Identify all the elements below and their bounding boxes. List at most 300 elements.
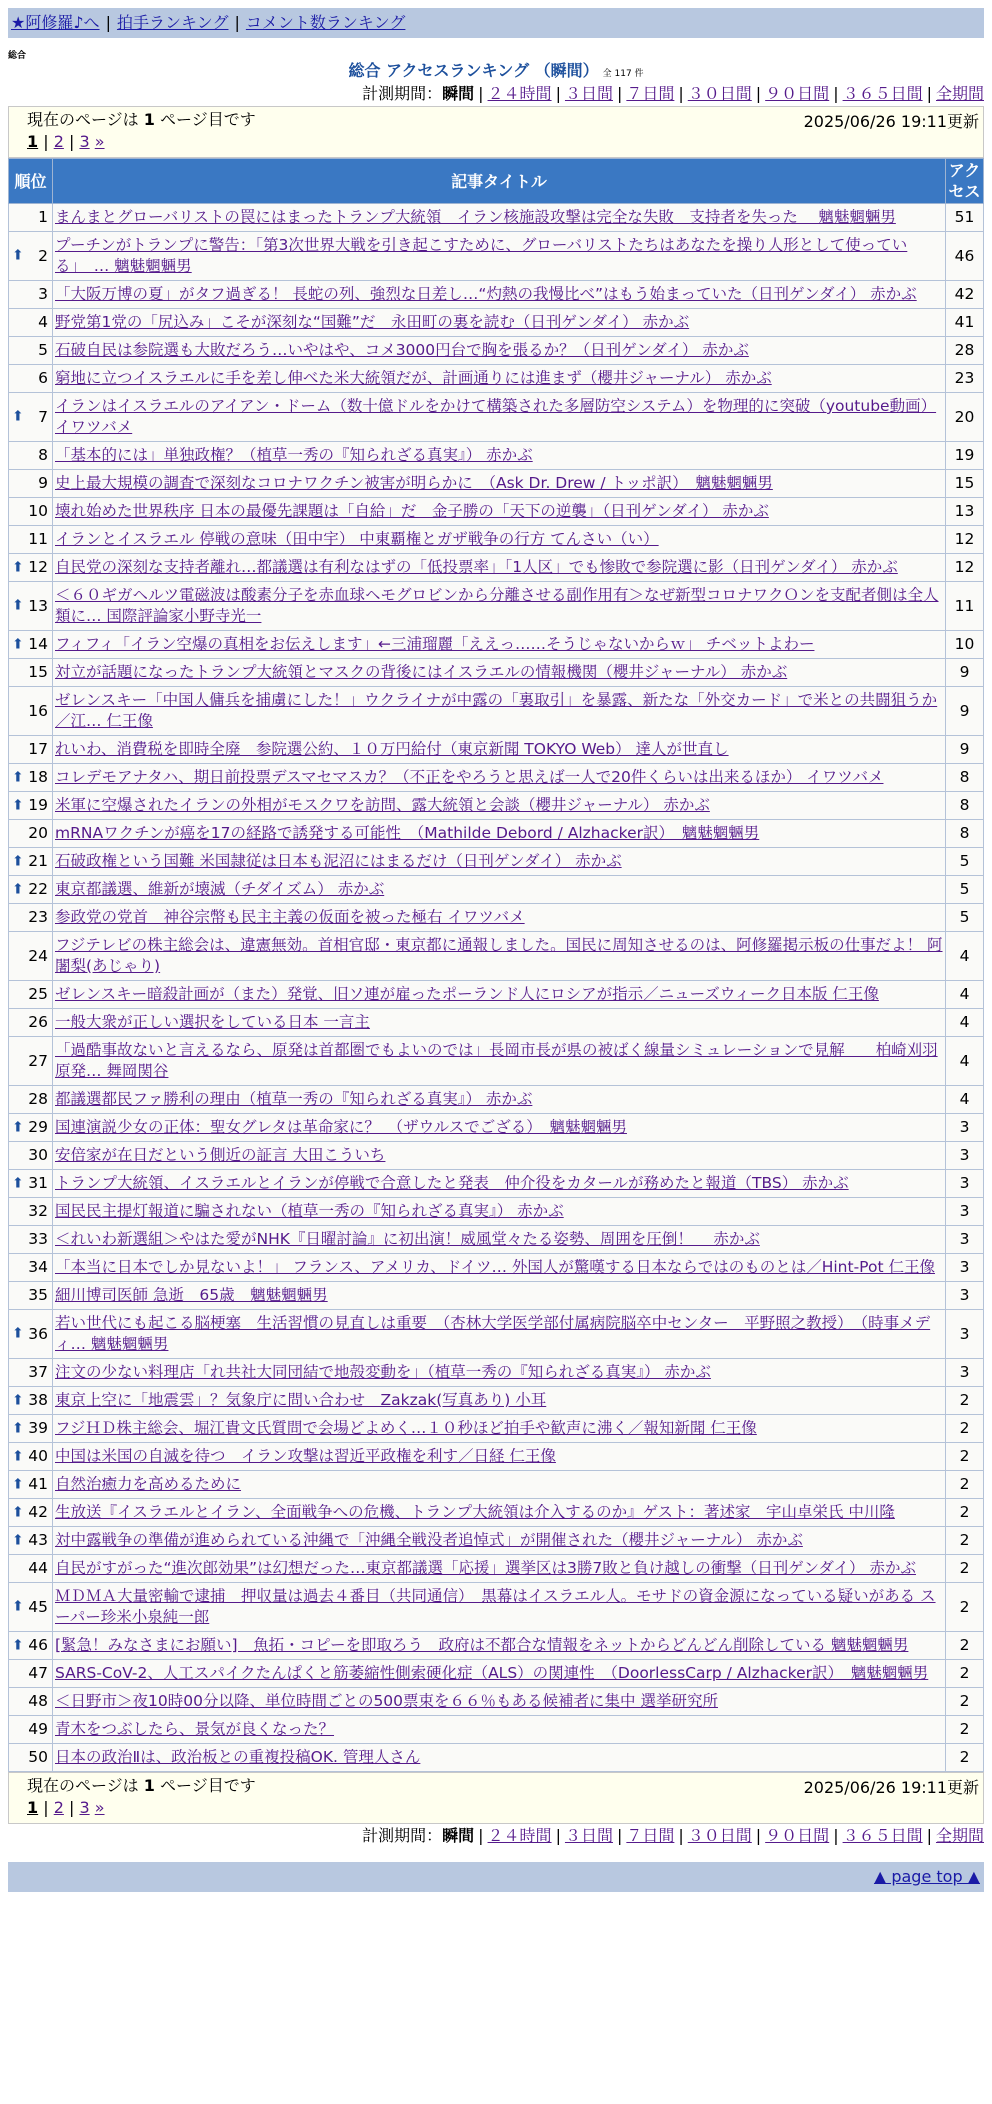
access-count: 23 (946, 365, 984, 393)
access-count: 9 (946, 736, 984, 764)
rank-number: 8 (38, 446, 48, 464)
article-title-link[interactable]: 史上最大規模の調査で深刻なコロナワクチン被害が明らかに （Ask Dr. Drew / トッポ訳） 魑魅魍魎男 (55, 474, 773, 492)
rank-cell (9, 281, 53, 309)
article-title-link[interactable]: ＜れいわ新選組＞やはた愛がNHK『日曜討論』に初出演！威風堂々たる姿勢、周囲を圧倒！ 赤かぶ (55, 1230, 760, 1248)
article-title-link[interactable]: 壊れ始めた世界秩序 日本の最優先課題は「自給」だ 金子勝の「天下の逆襲」（日刊ゲンダイ） 赤かぶ (55, 502, 769, 520)
article-title-link[interactable]: 石破政権という国難 米国隷従は日本も泥沼にはまるだけ（日刊ゲンダイ） 赤かぶ (55, 852, 622, 870)
access-count: 2 (946, 1744, 984, 1772)
rank-cell (9, 1198, 53, 1226)
title-cell (53, 631, 946, 659)
rank-cell (9, 1555, 53, 1583)
article-title-link[interactable]: mRNAワクチンが癌を17の経路で誘発する可能性 （Mathilde Debord / Alzhacker訳） 魑魅魍魎男 (55, 824, 760, 842)
page-title-text: 総合 アクセスランキング （瞬間） (348, 61, 599, 80)
article-title-link[interactable]: 安倍家が在日だという側近の証言 大田こういち (55, 1146, 386, 1164)
up-arrow-icon: ⬆ (12, 1420, 24, 1436)
up-arrow-icon: ⬆ (12, 1119, 24, 1135)
rank-number: 45 (28, 1597, 48, 1616)
page-status-after: ページ目です (154, 1776, 256, 1795)
article-title-link[interactable]: ゼレンスキー暗殺計画が（また）発覚、旧ソ連が雇ったポーランド人にロシアが指示／ニューズウィーク日本版 仁王像 (55, 985, 879, 1003)
rank-number: 18 (28, 768, 48, 786)
separator: | (755, 1826, 762, 1845)
separator: | (38, 1798, 54, 1817)
table-row (9, 981, 984, 1009)
article-title-link[interactable]: ＭＤＭＡ大量密輸で逮捕 押収量は過去４番目（共同通信） 黒幕はイスラエル人。モサドの資金源になっている疑いがある スーパー珍米小泉純一郎 (55, 1587, 936, 1626)
article-title-link[interactable]: ＜日野市＞夜10時00分以降、単位時間ごとの500票束を６６％もある候補者に集中 選挙研究所 (55, 1692, 718, 1710)
table-row (9, 1114, 984, 1142)
article-title-link[interactable]: 一般大衆が正しい選択をしている日本 一言主 (55, 1013, 370, 1031)
article-title-link[interactable]: 自然治癒力を高めるために (55, 1475, 242, 1493)
article-title-link[interactable]: 米軍に空爆されたイランの外相がモスクワを訪問、露大統領と会談（櫻井ジャーナル） 赤かぶ (55, 796, 710, 814)
title-cell (53, 876, 946, 904)
table-row (9, 1226, 984, 1254)
access-count: 10 (946, 631, 984, 659)
up-arrow-icon: ⬆ (12, 636, 24, 652)
access-count: 5 (946, 876, 984, 904)
up-arrow-icon: ⬆ (12, 1637, 24, 1653)
rank-cell (9, 1310, 53, 1359)
rank-cell (9, 204, 53, 232)
rank-number: 49 (28, 1720, 48, 1738)
table-row (9, 204, 984, 232)
table-row (9, 526, 984, 554)
current-page-number: 1 (143, 1776, 155, 1795)
separator: | (63, 132, 80, 151)
rank-number: 19 (28, 796, 48, 814)
rank-cell (9, 687, 53, 736)
rank-number: 48 (28, 1692, 48, 1710)
period-current: 瞬間 (442, 1826, 475, 1845)
title-cell (53, 820, 946, 848)
access-count: 4 (946, 981, 984, 1009)
article-title-link[interactable]: ＜６０ギガヘルツ電磁波は酸素分子を赤血球ヘモグロビンから分離させる副作用有＞なぜ新型コロナワクＯンを支配者側は全人類に… 国際評論家小野寺光一 (55, 586, 939, 625)
bottom-bar (8, 1862, 984, 1892)
table-row (9, 1359, 984, 1387)
rank-number: 10 (28, 502, 48, 520)
period-option-link[interactable]: ３日間 (564, 1826, 613, 1845)
article-title-link[interactable]: プーチンがトランプに警告：「第3次世界大戦を引き起こすために、グローバリストたちはあなたを操り人形として使っている」 … 魑魅魍魎男 (55, 236, 908, 275)
rank-number: 46 (28, 1636, 48, 1654)
title-cell (53, 1114, 946, 1142)
table-row (9, 309, 984, 337)
title-cell (53, 1499, 946, 1527)
title-cell (53, 764, 946, 792)
page-status-before: 現在のページは (27, 110, 144, 129)
table-row (9, 687, 984, 736)
article-title-link[interactable]: フィフィ「イラン空爆の真相をお伝えします」←三浦瑠麗「ええっ……そうじゃないからｗ」 チベットよわー (55, 635, 815, 653)
article-title-link[interactable]: 自民党の深刻な支持者離れ…都議選は有利なはずの「低投票率」「1人区」でも惨敗で参院選に影（日刊ゲンダイ） 赤かぶ (55, 558, 898, 576)
period-option-link[interactable]: ３０日間 (687, 84, 752, 103)
rank-number: 27 (28, 1051, 48, 1070)
title-cell (53, 470, 946, 498)
rank-number: 13 (28, 596, 48, 615)
table-row (9, 1009, 984, 1037)
comment-ranking-link[interactable]: コメント数ランキング (245, 13, 406, 32)
article-title-link[interactable]: れいわ、消費税を即時全廃 参院選公約、１０万円給付（東京新聞 TOKYO Web） 達人が世直し (55, 740, 729, 758)
rank-number: 39 (28, 1419, 48, 1437)
title-cell (53, 848, 946, 876)
period-option-link[interactable]: ３日間 (564, 84, 613, 103)
rank-number: 30 (28, 1146, 48, 1164)
title-cell (53, 1359, 946, 1387)
rank-cell (9, 1359, 53, 1387)
table-row (9, 1443, 984, 1471)
period-option-link[interactable]: ２４時間 (487, 84, 552, 103)
table-row (9, 1632, 984, 1660)
access-count: 2 (946, 1443, 984, 1471)
applause-ranking-link[interactable]: 拍手ランキング (116, 13, 229, 32)
page-link[interactable]: 2 (53, 1798, 64, 1817)
article-title-link[interactable]: 中国は米国の自滅を待つ イラン攻撃は習近平政権を利す／日経 仁王像 (55, 1447, 556, 1465)
article-title-link[interactable]: 青木をつぶしたら、景気が良くなった？ (55, 1720, 335, 1738)
table-row (9, 470, 984, 498)
title-cell (53, 204, 946, 232)
rank-number: 5 (38, 341, 48, 359)
rank-number: 25 (28, 985, 48, 1003)
table-row (9, 1387, 984, 1415)
rank-number: 15 (28, 663, 48, 681)
title-cell (53, 1282, 946, 1310)
period-option-link[interactable]: 全期間 (935, 1826, 984, 1845)
article-title-link[interactable]: 日本の政治Ⅱは、政治板との重複投稿OK. 管理人さん (55, 1748, 421, 1766)
rank-number: 6 (38, 369, 48, 387)
rank-cell (9, 876, 53, 904)
title-cell (53, 1632, 946, 1660)
separator: | (678, 84, 684, 103)
article-title-link[interactable]: コレデモアナタハ、期日前投票デスマセマスカ？（不正をやろうと思えば一人で20件くらいは出来るほか） イワツバメ (55, 768, 884, 786)
title-cell (53, 582, 946, 631)
rank-number: 24 (28, 946, 48, 965)
page-status-before: 現在のページは (27, 1776, 144, 1795)
access-count: 4 (946, 1037, 984, 1086)
rank-cell (9, 1527, 53, 1555)
up-arrow-icon: ⬆ (12, 1448, 24, 1464)
article-title-link[interactable]: まんまとグローバリストの罠にはまったトランプ大統領 イラン核施設攻撃は完全な失敗 支持者を失った 魑魅魍魎男 (55, 208, 896, 226)
page-link: 1 (27, 132, 39, 151)
article-title-link[interactable]: 細川博司医師 急逝 65歳 魑魅魍魎男 (55, 1286, 328, 1304)
table-row (9, 1170, 984, 1198)
access-count: 2 (946, 1415, 984, 1443)
title-cell (53, 309, 946, 337)
period-option-link[interactable]: ３０日間 (687, 1826, 752, 1845)
access-count: 3 (946, 1282, 984, 1310)
rank-number: 2 (38, 246, 48, 265)
rank-cell (9, 554, 53, 582)
table-row (9, 1198, 984, 1226)
table-row (9, 1716, 984, 1744)
access-count: 2 (946, 1471, 984, 1499)
rank-cell (9, 526, 53, 554)
title-cell (53, 1415, 946, 1443)
rank-cell (9, 498, 53, 526)
table-row (9, 1471, 984, 1499)
rank-cell (9, 393, 53, 442)
article-title-link[interactable]: 国連演説少女の正体：聖女グレタは革命家に？ （ザウルスでござる） 魑魅魍魎男 (55, 1118, 627, 1136)
table-row (9, 1282, 984, 1310)
table-row (9, 1037, 984, 1086)
updated-timestamp: 2025/06/26 19:11更新 (803, 112, 979, 131)
rank-number: 42 (28, 1503, 48, 1521)
article-title-link[interactable]: 自民がすがった“進次郎効果”は幻想だった…東京都議選「応援」選挙区は3勝7敗と負け越しの衝撃（日刊ゲンダイ） 赤かぶ (55, 1559, 916, 1577)
period-option-link[interactable]: 全期間 (935, 84, 984, 103)
title-cell (53, 904, 946, 932)
period-label: 計測期間： (362, 1826, 443, 1845)
rank-number: 23 (28, 908, 48, 926)
access-count: 4 (946, 932, 984, 981)
up-arrow-icon: ⬆ (12, 769, 24, 785)
page-status-bottom (8, 1772, 984, 1824)
table-row (9, 554, 984, 582)
up-arrow-icon: ⬆ (12, 1392, 24, 1408)
separator: | (616, 1826, 623, 1845)
article-title-link[interactable]: 都議選都民ファ勝利の理由（植草一秀の『知られざる真実』） 赤かぶ (55, 1090, 533, 1108)
title-cell (53, 736, 946, 764)
title-cell (53, 1387, 946, 1415)
rank-cell (9, 932, 53, 981)
rank-number: 9 (38, 474, 48, 492)
separator: | (926, 84, 932, 103)
rank-cell (9, 981, 53, 1009)
rank-cell (9, 1632, 53, 1660)
table-row (9, 232, 984, 281)
access-count: 2 (946, 1555, 984, 1583)
page-link[interactable]: 2 (53, 132, 64, 151)
rank-number: 21 (28, 852, 48, 870)
rank-number: 35 (28, 1286, 48, 1304)
access-count: 20 (946, 393, 984, 442)
table-row (9, 932, 984, 981)
up-arrow-icon: ⬆ (12, 1504, 24, 1520)
rank-cell (9, 1583, 53, 1632)
article-title-link[interactable]: [緊急！みなさまにお願い] 魚拓・コピーを即取ろう 政府は不都合な情報をネットからどんどん削除している 魑魅魍魎男 (55, 1636, 909, 1654)
article-title-link[interactable]: 参政党の党首 神谷宗幣も民主主義の仮面を被った極右 イワツバメ (55, 908, 525, 926)
access-count: 3 (946, 1142, 984, 1170)
article-title-link[interactable]: 石破自民は参院選も大敗だろう…いやはや、コメ3000円台で胸を張るか？（日刊ゲンダイ） 赤かぶ (55, 341, 749, 359)
article-title-link[interactable]: 生放送『イスラエルとイラン、全面戦争への危機、トランプ大統領は介入するのか』ゲスト：著述家 宇山卓栄氏 中川隆 (55, 1503, 895, 1521)
rank-number: 16 (28, 701, 48, 720)
ranking-table (8, 158, 984, 1772)
access-count: 2 (946, 1716, 984, 1744)
rank-number: 36 (28, 1324, 48, 1343)
article-title-link[interactable]: フジテレビの株主総会は、違憲無効。首相官邸・東京都に通報しました。国民に周知させるのは、阿修羅掲示板の仕事だよ！ 阿闍梨(あじゃり) (55, 936, 943, 975)
table-row (9, 631, 984, 659)
article-title-link[interactable]: 野党第1党の「尻込み」こそが深刻な“国難”だ 永田町の裏を読む（日刊ゲンダイ） 赤かぶ (55, 313, 690, 331)
page-top-link[interactable]: ▲ page top ▲ (873, 1867, 980, 1886)
rank-cell (9, 659, 53, 687)
separator: | (833, 1826, 839, 1845)
title-cell (53, 554, 946, 582)
title-cell (53, 1583, 946, 1632)
separator: | (555, 84, 561, 103)
article-title-link[interactable]: SARS-CoV-2、人工スパイクたんぱくと筋萎縮性側索硬化症（ALS）の関連性 （DoorlessCarp / Alzhacker訳） 魑魅魍魎男 (55, 1664, 929, 1682)
rank-cell (9, 582, 53, 631)
access-count: 9 (946, 687, 984, 736)
rank-number: 4 (38, 313, 48, 331)
period-option-link[interactable]: ７日間 (626, 1826, 675, 1845)
title-header: 記事タイトル (53, 159, 946, 204)
table-row (9, 1142, 984, 1170)
access-count: 3 (946, 1226, 984, 1254)
up-arrow-icon: ⬆ (12, 247, 24, 264)
rank-number: 20 (28, 824, 48, 842)
period-selector-top (8, 82, 984, 106)
title-cell (53, 1142, 946, 1170)
title-cell (53, 1310, 946, 1359)
separator: | (678, 1826, 684, 1845)
period-option-link[interactable]: ２４時間 (487, 1826, 552, 1845)
access-count: 8 (946, 792, 984, 820)
article-title-link[interactable]: 注文の少ない料理店「れ共社大同団結で地殻変動を」（植草一秀の『知られざる真実』） 赤かぶ (55, 1363, 711, 1381)
access-count: 2 (946, 1660, 984, 1688)
total-count: 全 117 件 (602, 69, 644, 79)
rank-cell (9, 792, 53, 820)
table-row (9, 582, 984, 631)
title-cell (53, 442, 946, 470)
table-row (9, 1555, 984, 1583)
rank-cell (9, 1387, 53, 1415)
table-row (9, 1527, 984, 1555)
separator: | (63, 1798, 80, 1817)
table-row (9, 792, 984, 820)
next-page-link[interactable]: » (94, 132, 105, 151)
table-header-row (9, 159, 984, 204)
article-title-link[interactable]: 「過酷事故ないと言えるなら、原発は首都圏でもよいのでは」長岡市長が県の被ばく線量シミュレーションで見解 柏崎刈羽原発… 舞岡関谷 (55, 1041, 938, 1080)
table-row (9, 904, 984, 932)
rank-cell (9, 1142, 53, 1170)
title-cell (53, 1086, 946, 1114)
article-title-link[interactable]: イランはイスラエルのアイアン・ドーム（数十億ドルをかけて構築された多層防空システム）を物理的に突破（youtube動画） イワツバメ (55, 397, 937, 436)
rank-number: 32 (28, 1202, 48, 1220)
page-link[interactable]: 3 (79, 132, 90, 151)
rank-number: 26 (28, 1013, 48, 1031)
rank-number: 3 (38, 285, 48, 303)
title-cell (53, 498, 946, 526)
title-cell (53, 1744, 946, 1772)
access-count: 8 (946, 820, 984, 848)
article-title-link[interactable]: 東京上空に「地震雲」？気象庁に問い合わせ Zakzak(写真あり) 小耳 (55, 1391, 547, 1409)
title-cell (53, 526, 946, 554)
access-count: 9 (946, 659, 984, 687)
rank-cell (9, 820, 53, 848)
title-cell (53, 792, 946, 820)
access-count: 13 (946, 498, 984, 526)
article-title-link[interactable]: 国民民主提灯報道に騙されない（植草一秀の『知られざる真実』） 赤かぶ (55, 1202, 564, 1220)
rank-cell (9, 1688, 53, 1716)
article-title-link[interactable]: 「本当に日本でしか見ないよ！」 フランス、アメリカ、ドイツ… 外国人が驚嘆する日本ならではのものとは／Hint-Pot 仁王像 (55, 1258, 935, 1276)
access-count: 28 (946, 337, 984, 365)
rank-cell (9, 904, 53, 932)
article-title-link[interactable]: 「基本的には」単独政権？（植草一秀の『知られざる真実』） 赤かぶ (55, 446, 533, 464)
rank-cell (9, 736, 53, 764)
table-row (9, 1583, 984, 1632)
article-title-link[interactable]: 窮地に立つイスラエルに手を差し伸べた米大統領だが、計画通りには進まず（櫻井ジャーナル） 赤かぶ (55, 369, 772, 387)
rank-cell (9, 1226, 53, 1254)
page-status-after: ページ目です (154, 110, 256, 129)
table-row (9, 848, 984, 876)
rank-header: 順位 (9, 159, 53, 204)
article-title-link[interactable]: 対中露戦争の準備が進められている沖縄で「沖縄全戦没者追悼式」が開催された（櫻井ジャーナル） 赤かぶ (55, 1531, 803, 1549)
table-row (9, 1499, 984, 1527)
rank-cell (9, 1443, 53, 1471)
rank-cell (9, 470, 53, 498)
table-row (9, 365, 984, 393)
table-row (9, 1310, 984, 1359)
page-link[interactable]: 3 (79, 1798, 90, 1817)
rank-number: 43 (28, 1531, 48, 1549)
period-option-link[interactable]: ９０日間 (765, 1826, 830, 1845)
access-count: 19 (946, 442, 984, 470)
article-title-link[interactable]: フジＨＤ株主総会、堀江貴文氏質問で会場どよめく…１０秒ほど拍手や歓声に沸く／報知新聞 仁王像 (55, 1419, 757, 1437)
access-count: 3 (946, 1170, 984, 1198)
rank-cell (9, 764, 53, 792)
table-row (9, 281, 984, 309)
period-option-link[interactable]: ３６５日間 (842, 1826, 923, 1845)
access-count: 12 (946, 554, 984, 582)
access-count: 2 (946, 1632, 984, 1660)
title-cell (53, 981, 946, 1009)
article-title-link[interactable]: 「大阪万博の夏」がタフ過ぎる！ 長蛇の列、強烈な日差し…“灼熱の我慢比べ”はもう始まっていた（日刊ゲンダイ） 赤かぶ (55, 285, 917, 303)
article-title-link[interactable]: 対立が話題になったトランプ大統領とマスクの背後にはイスラエルの情報機関（櫻井ジャーナル） 赤かぶ (55, 663, 788, 681)
title-cell (53, 1660, 946, 1688)
access-count: 2 (946, 1583, 984, 1632)
rank-cell (9, 1660, 53, 1688)
access-count: 2 (946, 1499, 984, 1527)
access-count: 2 (946, 1527, 984, 1555)
rank-cell (9, 1471, 53, 1499)
separator: | (926, 1826, 932, 1845)
table-row (9, 393, 984, 442)
home-link[interactable]: ★阿修羅♪へ (11, 13, 100, 32)
next-page-link[interactable]: » (94, 1798, 105, 1817)
article-title-link[interactable]: 東京都議選、維新が壊滅（チダイズム） 赤かぶ (55, 880, 385, 898)
rank-cell (9, 1114, 53, 1142)
rank-cell (9, 1086, 53, 1114)
rank-number: 44 (28, 1559, 48, 1577)
rank-cell (9, 1037, 53, 1086)
title-cell (53, 1037, 946, 1086)
article-title-link[interactable]: ゼレンスキー「中国人傭兵を捕虜にした！」ウクライナが中露の「裏取引」を暴露、新たな「外交カード」で米との共闘狙うか／江… 仁王像 (55, 691, 938, 730)
table-row (9, 659, 984, 687)
rank-cell (9, 631, 53, 659)
access-count: 5 (946, 848, 984, 876)
rank-cell (9, 1009, 53, 1037)
title-cell (53, 932, 946, 981)
access-header: アクセス (946, 159, 984, 204)
pagination (27, 131, 975, 153)
article-title-link[interactable]: トランプ大統領、イスラエルとイランが停戦で合意したと発表 仲介役をカタールが務めたと報道（TBS） 赤かぶ (55, 1174, 849, 1192)
up-arrow-icon: ⬆ (12, 597, 24, 614)
period-option-link[interactable]: ７日間 (626, 84, 675, 103)
period-option-link[interactable]: ３６５日間 (842, 84, 923, 103)
access-count: 3 (946, 1198, 984, 1226)
period-option-link[interactable]: ９０日間 (765, 84, 830, 103)
separator: | (755, 84, 762, 103)
table-row (9, 876, 984, 904)
access-count: 3 (946, 1359, 984, 1387)
article-title-link[interactable]: 若い世代にも起こる脳梗塞 生活習慣の見直しは重要 （杏林大学医学部付属病院脳卒中センター 平野照之教授） （時事メディ… 魑魅魍魎男 (55, 1314, 931, 1353)
rank-number: 17 (28, 740, 48, 758)
up-arrow-icon: ⬆ (12, 853, 24, 869)
access-count: 3 (946, 1310, 984, 1359)
table-row (9, 736, 984, 764)
rank-cell (9, 1744, 53, 1772)
table-row (9, 1415, 984, 1443)
article-title-link[interactable]: イランとイスラエル 停戦の意味（田中宇） 中東覇権とガザ戦争の行方 てんさい（い） (55, 530, 659, 548)
table-row (9, 337, 984, 365)
up-arrow-icon: ⬆ (12, 1476, 24, 1492)
title-cell (53, 1555, 946, 1583)
separator: | (478, 1826, 484, 1845)
page-title (8, 60, 984, 82)
